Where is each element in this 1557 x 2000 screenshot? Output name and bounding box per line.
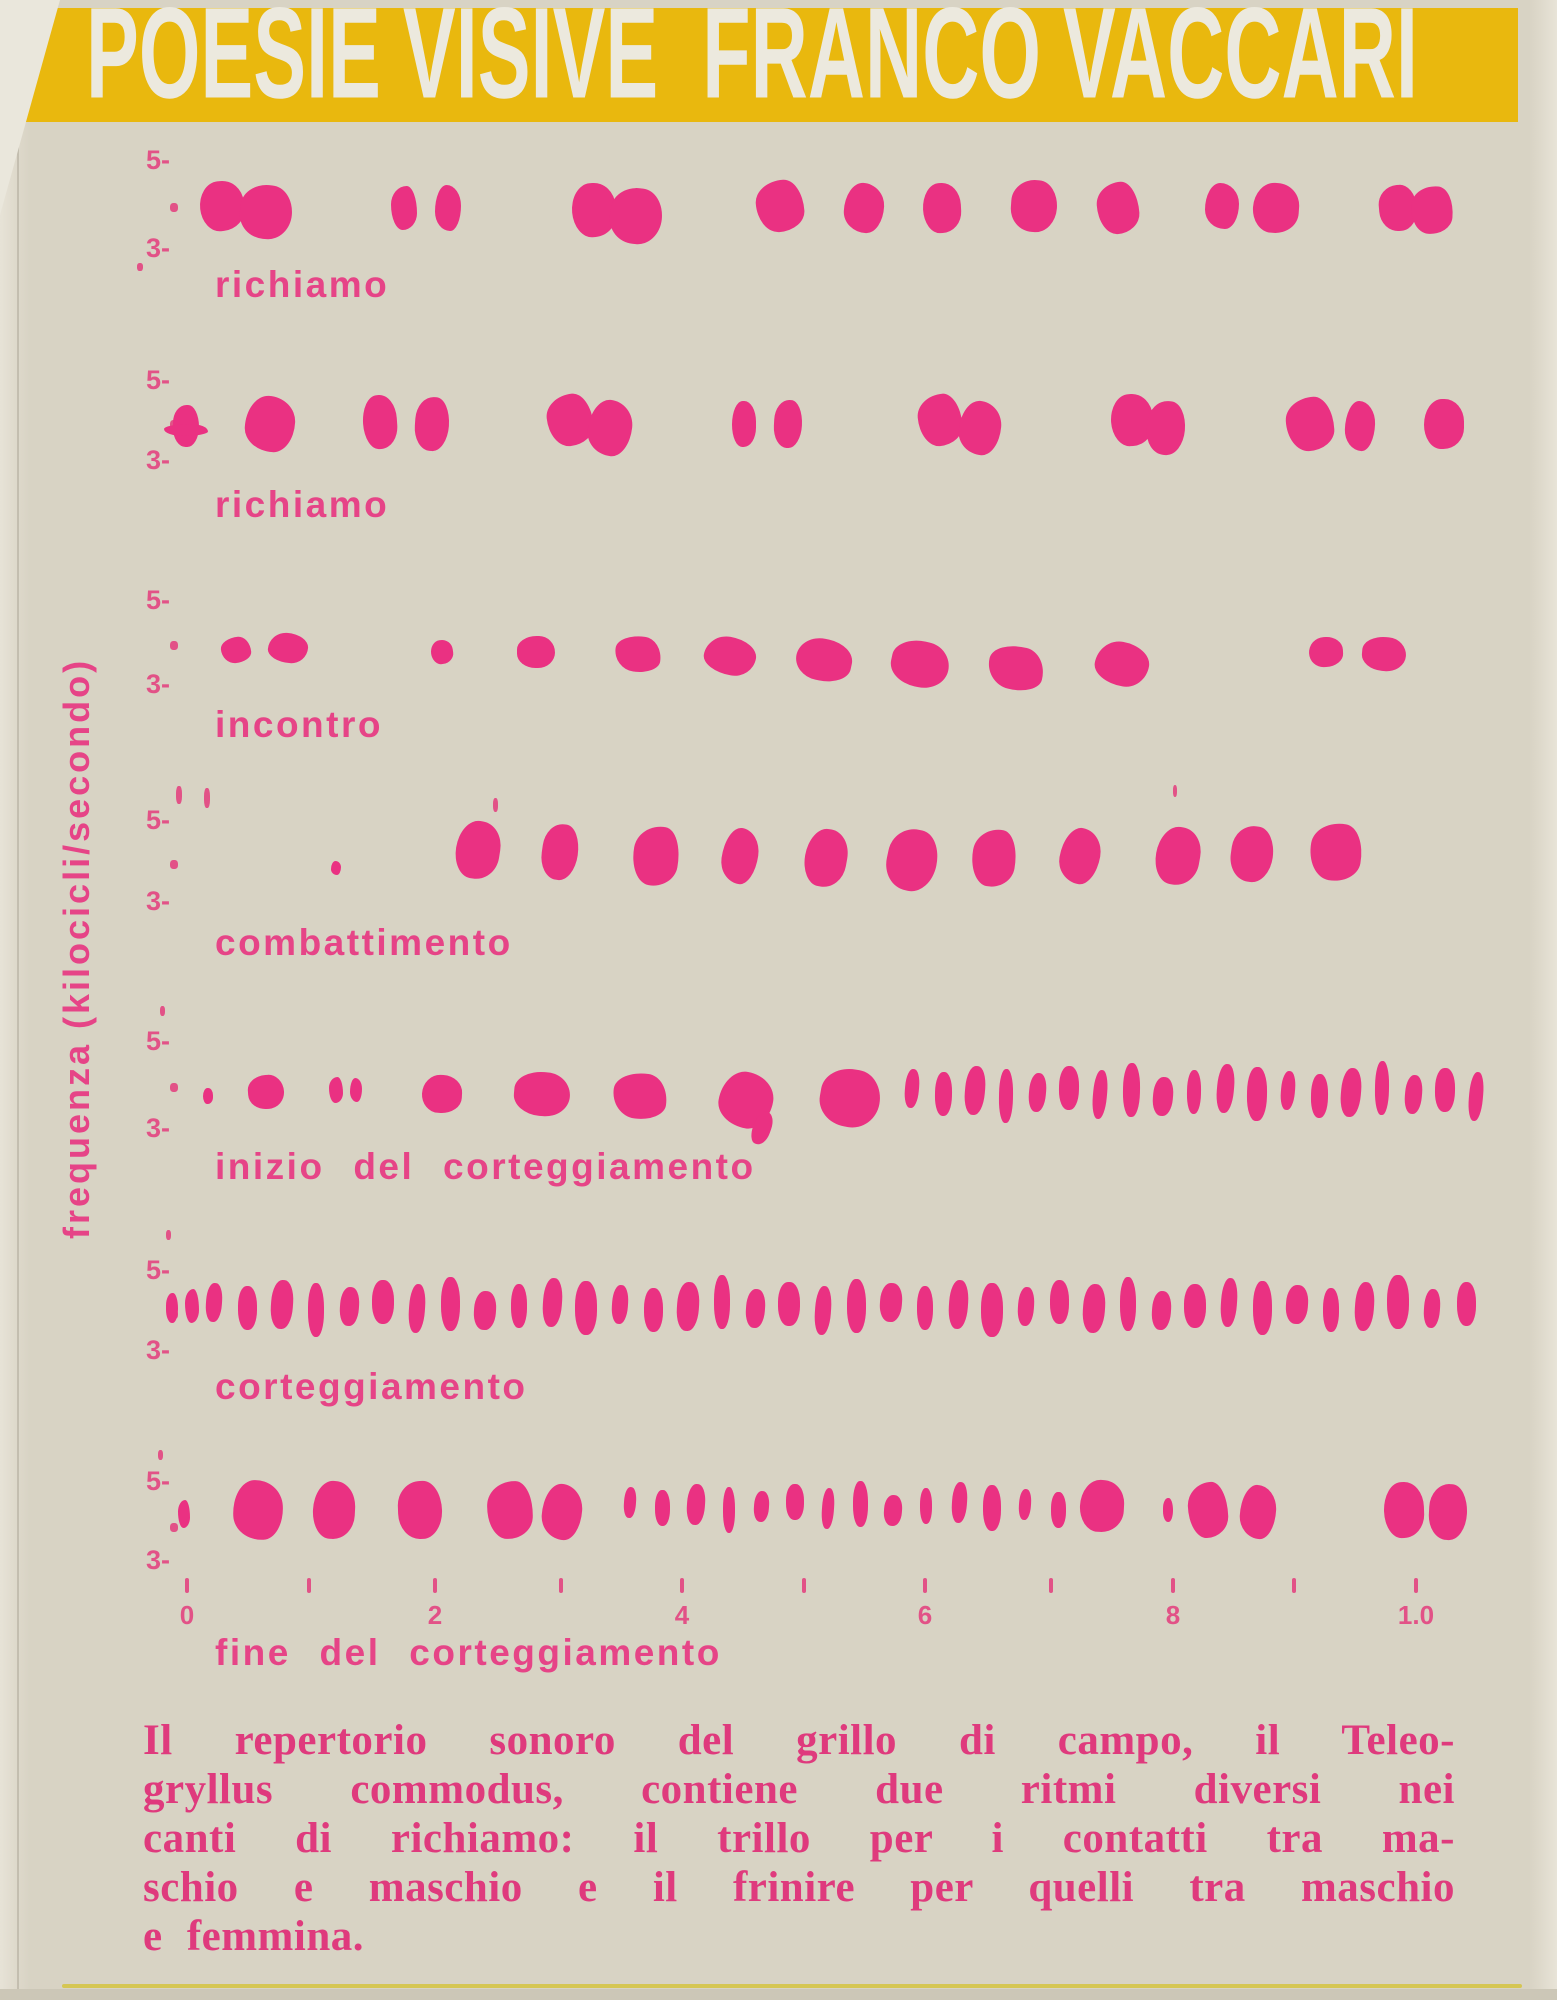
y-tick-3: 3- — [146, 1545, 171, 1575]
sonogram-blob — [1092, 638, 1153, 691]
sonogram-blob — [429, 639, 454, 666]
sonogram-pulse — [1091, 1069, 1109, 1119]
sonogram-pulse — [999, 1069, 1014, 1123]
stray-ink-mark — [204, 788, 210, 808]
sonogram-pulse — [1339, 1067, 1363, 1118]
sonogram-blob — [957, 399, 1004, 456]
caption-line: e femmina. — [143, 1913, 364, 1960]
sonogram-pulse — [1151, 1290, 1173, 1330]
sonogram-pulse — [407, 1283, 426, 1333]
y-tick-3: 3- — [146, 886, 171, 916]
sonogram-pulse — [753, 1490, 770, 1522]
x-axis-tick — [923, 1578, 927, 1593]
sonogram-blob — [203, 1088, 213, 1104]
sonogram-pulse — [920, 1488, 932, 1524]
caption-line: Il repertorio sonoro del grillo di campo, il Teleo- — [143, 1717, 1455, 1764]
sonogram-blob — [922, 182, 963, 234]
y-tick-mid-dot — [170, 641, 178, 650]
sonogram-blob — [718, 826, 761, 886]
sonogram-blob — [312, 1480, 357, 1540]
y-tick-5: 5- — [146, 145, 171, 175]
row-label: corteggiamento — [215, 1366, 528, 1407]
sonogram-blob — [331, 861, 341, 875]
sonogram-pulse — [1387, 1275, 1409, 1329]
sonogram-pulse — [917, 1286, 933, 1330]
sonogram-blob — [1055, 825, 1104, 887]
sonogram-pulse — [813, 1285, 832, 1335]
y-tick-5: 5- — [146, 585, 171, 615]
stray-ink-mark — [158, 1450, 163, 1460]
sonogram-blob — [607, 185, 665, 246]
stray-ink-mark — [493, 798, 498, 812]
x-axis-tick-label: 4 — [674, 1600, 690, 1630]
x-axis-tick-label: 6 — [917, 1600, 933, 1630]
sonogram-blob — [198, 179, 247, 233]
sonogram-pulse — [1310, 1074, 1328, 1118]
sonogram-pulse — [1219, 1277, 1238, 1327]
sonogram-pulse — [1434, 1068, 1455, 1112]
sonogram-blob — [517, 636, 555, 668]
sonogram-blob — [610, 1069, 670, 1122]
caption-line: schio e maschio e il frinire per quelli tra maschio — [143, 1864, 1455, 1911]
y-axis-label: frequenza (kilocicli/secondo) — [56, 657, 97, 1239]
sonogram-blob — [512, 1070, 572, 1119]
sonogram-blob — [421, 1074, 463, 1114]
sonogram-blob — [613, 633, 664, 675]
sonogram-pulse — [339, 1286, 361, 1326]
sonogram-pulse — [1081, 1283, 1106, 1333]
sonogram-blob — [231, 1479, 284, 1542]
sonogram-blob — [800, 826, 851, 890]
stray-ink-mark — [160, 1006, 165, 1016]
sonogram-pulse — [238, 1286, 257, 1330]
sonogram-blob — [881, 824, 943, 895]
sonogram-pulse — [575, 1281, 597, 1335]
sonogram-blob — [1163, 1498, 1173, 1522]
sonogram-blob — [1205, 183, 1239, 229]
sonogram-blob — [361, 394, 399, 450]
y-tick-5: 5- — [146, 805, 171, 835]
sonogram-pulse — [983, 1485, 1001, 1531]
sonogram-pulse — [934, 1072, 952, 1116]
x-axis-tick — [802, 1578, 806, 1593]
x-axis-tick — [559, 1578, 563, 1593]
sonogram-blob — [628, 822, 684, 889]
sonogram-blob — [1251, 181, 1300, 234]
sonogram-blob — [1409, 184, 1455, 235]
sonogram-blob — [1361, 635, 1408, 673]
sonogram-pulse — [1246, 1067, 1267, 1121]
sonogram-pulse — [1375, 1061, 1390, 1115]
sonogram-pulse — [1058, 1066, 1079, 1110]
sonogram-blob — [1344, 400, 1376, 451]
sonogram-blob — [585, 398, 635, 458]
sonogram-blob — [247, 1074, 285, 1110]
sonogram-pulse — [1353, 1281, 1375, 1331]
sonogram-blob — [1428, 1483, 1469, 1541]
sonogram-blob — [538, 822, 581, 882]
x-axis-tick-label: 1.0 — [1397, 1600, 1435, 1630]
sonogram-blob — [244, 395, 297, 454]
y-tick-5: 5- — [146, 1466, 171, 1496]
sonogram-blob — [238, 183, 295, 241]
sonogram-pulse — [372, 1280, 394, 1324]
x-axis-tick-label: 8 — [1165, 1600, 1181, 1630]
sonogram-pulse — [441, 1277, 460, 1331]
sonogram-pulse — [1122, 1063, 1140, 1117]
y-tick-3: 3- — [146, 1113, 171, 1143]
row-label: inizio del corteggiamento — [215, 1146, 756, 1187]
sonogram-blob — [1285, 396, 1336, 452]
sonogram-blob — [267, 632, 309, 665]
sonogram-pulse — [269, 1279, 294, 1329]
stray-ink-mark — [166, 1230, 171, 1240]
sonogram-blob — [350, 1078, 362, 1102]
caption-line: canti di richiamo: il trillo per i contatti tra ma- — [143, 1815, 1455, 1862]
sonogram-pulse — [950, 1481, 968, 1523]
caption-line: gryllus commodus, contiene due ritmi diversi nei — [143, 1766, 1455, 1813]
sonogram-blob — [435, 185, 461, 231]
sonogram-pulse — [1187, 1070, 1202, 1114]
x-axis-tick — [307, 1578, 311, 1593]
sonogram-pulse — [1279, 1070, 1296, 1110]
sonogram-blob — [732, 401, 756, 447]
sonogram-pulse — [1027, 1072, 1047, 1112]
y-tick-5: 5- — [146, 1026, 171, 1056]
stray-ink-mark — [176, 786, 182, 804]
sonogram-pulse — [1403, 1074, 1423, 1114]
sonogram-blob — [1079, 1479, 1126, 1533]
sonogram-blob — [967, 826, 1020, 891]
sonogram-pulse — [1215, 1063, 1236, 1113]
sonogram-pulse — [820, 1487, 835, 1529]
x-axis-tick — [433, 1578, 437, 1593]
sonogram-blob — [185, 1289, 199, 1323]
sonogram-blob — [843, 182, 886, 234]
sonogram-pulse — [511, 1284, 527, 1328]
sonogram-pulse — [472, 1290, 497, 1330]
sonogram-pulse — [1018, 1488, 1032, 1520]
sonogram-pulse — [541, 1277, 563, 1327]
sonogram-pulse — [1017, 1286, 1036, 1326]
sonogram-pulse — [1050, 1280, 1069, 1324]
sonogram-pulse — [903, 1068, 920, 1108]
sonogram-blob — [984, 640, 1049, 696]
sonogram-pulse — [745, 1288, 767, 1328]
sonogram-pulse — [878, 1282, 903, 1322]
sonogram-pulse — [1284, 1284, 1309, 1324]
row-label: fine del corteggiamento — [215, 1632, 722, 1673]
sonogram-blob — [486, 1480, 534, 1540]
sonogram-blob — [164, 424, 208, 436]
sonogram-blob — [166, 1293, 178, 1323]
stray-ink-mark — [137, 263, 143, 271]
x-axis-tick-label: 0 — [179, 1600, 195, 1630]
sonogram-pulse — [205, 1282, 224, 1322]
sonogram-pulse — [1457, 1282, 1476, 1326]
sonogram-blob — [413, 396, 451, 452]
sonogram-pulse — [714, 1275, 730, 1329]
sonogram-blob — [1239, 1484, 1278, 1540]
y-tick-mid-dot — [170, 860, 178, 869]
sonogram-blob — [887, 635, 953, 692]
sonogram-blob — [329, 1077, 343, 1103]
row-label: richiamo — [215, 484, 390, 525]
sonogram-blob — [792, 634, 856, 687]
sonogram-pulse — [853, 1481, 868, 1527]
y-tick-mid-dot — [170, 1083, 178, 1092]
row-label: richiamo — [215, 264, 390, 305]
sonogram-blob — [1227, 823, 1276, 884]
sonogram-blob — [220, 636, 252, 665]
x-axis-tick — [1171, 1578, 1175, 1593]
sonogram-blob — [540, 1483, 584, 1542]
sonogram-blob — [701, 633, 759, 679]
sonogram-pulse — [685, 1483, 706, 1525]
x-axis-tick — [1414, 1578, 1418, 1593]
sonogram-blob — [1009, 178, 1059, 233]
y-tick-5: 5- — [146, 365, 171, 395]
x-axis-tick — [185, 1578, 189, 1593]
sonogram-pulse — [308, 1283, 324, 1337]
sonogram-blob — [815, 1064, 884, 1132]
sonogram-blob — [1305, 819, 1366, 885]
y-tick-mid-dot — [170, 1523, 178, 1532]
x-axis-tick — [680, 1578, 684, 1593]
sonogram-blob — [1308, 636, 1344, 668]
sonogram-pulse — [1184, 1284, 1206, 1328]
sonogram-pulse — [1253, 1281, 1272, 1335]
row-label: combattimento — [215, 922, 513, 963]
sonogram-blob — [1151, 824, 1204, 889]
sonogram-blob — [916, 392, 964, 448]
sonogram-blob — [452, 818, 505, 882]
sonogram-pulse — [1051, 1492, 1066, 1528]
sonogram-pulse — [1151, 1076, 1174, 1117]
sonogram-pulse — [1467, 1071, 1485, 1121]
sonogram-blob — [178, 1500, 190, 1528]
y-tick-mid-dot — [170, 203, 178, 212]
y-tick-3: 3- — [146, 669, 171, 699]
sonogram-pulse — [1423, 1288, 1442, 1328]
sonogram-pulse — [947, 1279, 969, 1329]
sonogram-blob — [397, 1480, 443, 1540]
y-tick-3: 3- — [146, 1335, 171, 1365]
x-axis-tick — [1292, 1578, 1296, 1593]
x-axis-tick-label: 2 — [427, 1600, 443, 1630]
sonogram-pulse — [786, 1484, 804, 1520]
sonogram-blob — [1095, 181, 1141, 236]
sonogram-pulse — [883, 1494, 903, 1526]
y-tick-5: 5- — [146, 1255, 171, 1285]
caption-paragraph — [143, 1716, 1455, 1961]
x-axis-tick — [1049, 1578, 1053, 1593]
y-tick-3: 3- — [146, 233, 171, 263]
stray-ink-mark — [1173, 785, 1177, 797]
row-label: incontro — [215, 704, 383, 745]
sonogram-pulse — [1120, 1277, 1136, 1331]
sonogram-pulse — [1323, 1288, 1339, 1332]
sonogram-blob — [1187, 1481, 1229, 1538]
sonogram-blob — [1424, 399, 1464, 449]
sonogram-blob — [1383, 1481, 1425, 1538]
sonogram-pulse — [655, 1490, 670, 1526]
sonogram-pulse — [723, 1487, 735, 1533]
sonogram-blob — [391, 186, 417, 230]
sonogram-pulse — [623, 1486, 637, 1518]
sonogram-pulse — [644, 1288, 663, 1332]
sonogram-pulse — [675, 1281, 700, 1331]
sonogram-pulse — [981, 1283, 1003, 1337]
sonogram-blob — [773, 399, 803, 448]
sonogram-blob — [754, 178, 806, 233]
sonogram-pulse — [611, 1284, 630, 1324]
poster-title: POESIE VISIVE FRANCO VACCARI — [86, 0, 1418, 126]
sonogram-pulse — [778, 1282, 800, 1326]
sonogram-pulse — [963, 1065, 987, 1116]
y-tick-3: 3- — [146, 445, 171, 475]
sonogram-pulse — [847, 1279, 866, 1333]
